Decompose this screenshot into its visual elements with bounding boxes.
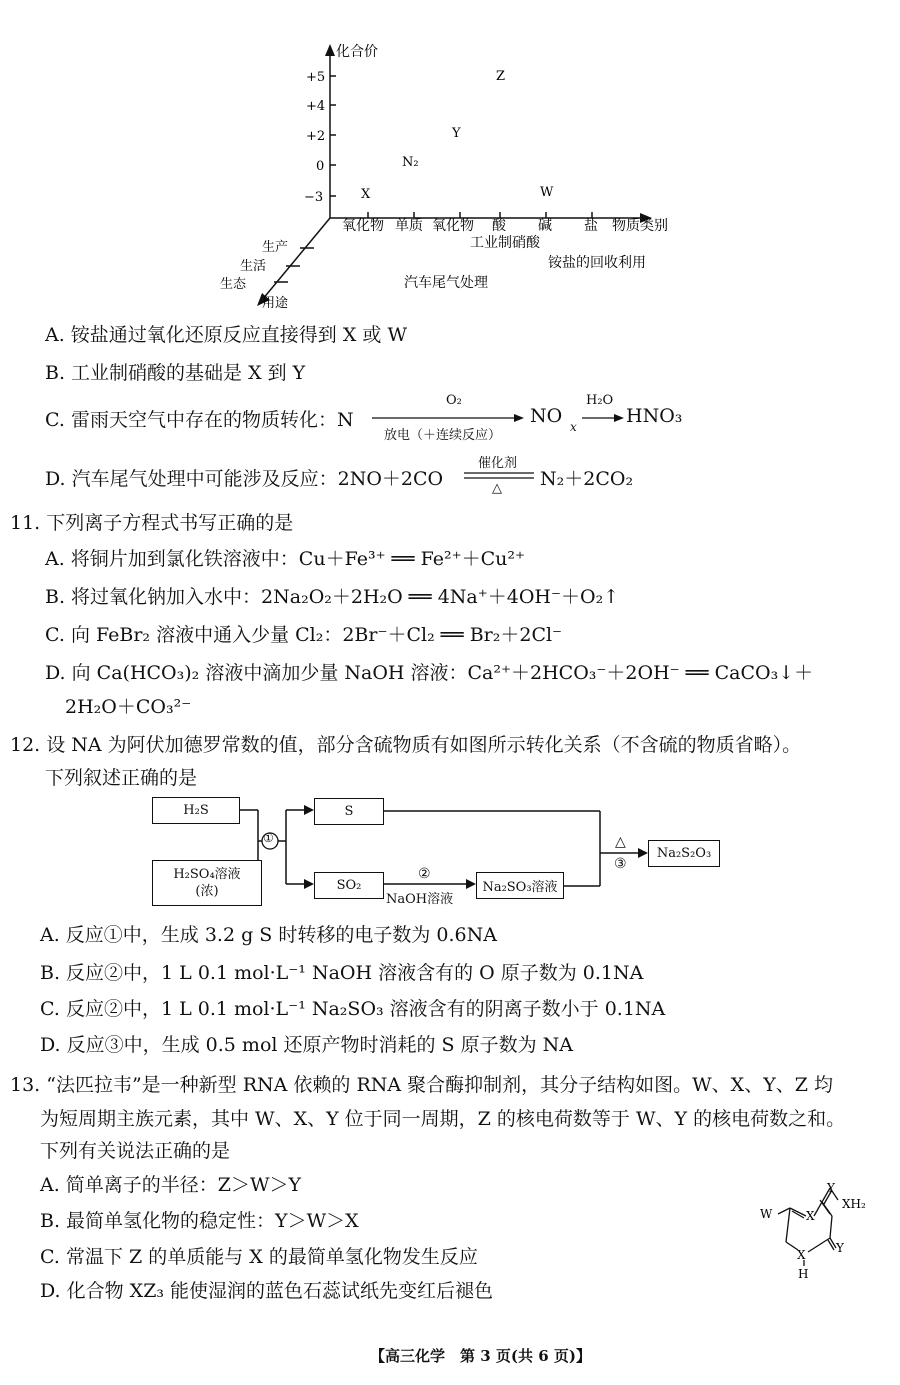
q11-option-c: C. 向 FeBr₂ 溶液中通入少量 Cl₂：2Br⁻＋Cl₂ ══ Br₂＋2Cl⁻ — [45, 624, 563, 646]
reaction-reagent-2: NaOH溶液 — [386, 892, 454, 907]
x-category-label: 酸 — [492, 218, 506, 234]
atom-y-top: Y — [827, 1181, 835, 1195]
q13-option-d: D. 化合物 XZ₃ 能使湿润的蓝色石蕊试纸先变红后褪色 — [40, 1280, 494, 1302]
valence-diagram — [0, 0, 900, 320]
reaction-label-1: ① — [263, 831, 274, 845]
atom-h: H — [798, 1267, 809, 1281]
y-tick-label: +5 — [306, 70, 326, 85]
q11-option-b: B. 将过氧化钠加入水中：2Na₂O₂＋2H₂O ══ 4Na⁺＋4OH⁻＋O₂↑ — [45, 586, 620, 608]
point-label-n2: N₂ — [402, 155, 419, 170]
z-axis-line — [262, 218, 330, 300]
q13-stem-line2: 为短周期主族元素，其中 W、X、Y 位于同一周期，Z 的核电荷数等于 W、Y 的核电荷数之和。 — [40, 1108, 846, 1130]
q10-option-b: B. 工业制硝酸的基础是 X 到 Y — [45, 362, 306, 384]
y-tick-label: +2 — [306, 129, 326, 144]
box-h2so4 — [152, 860, 262, 906]
x-category-label: 单质 — [395, 218, 423, 234]
y-axis-label: 化合价 — [336, 44, 378, 60]
molecule-structure — [752, 1180, 892, 1290]
atom-w: W — [760, 1207, 773, 1221]
q13-option-a: A. 简单离子的半径：Z＞W＞Y — [40, 1174, 302, 1196]
application-label: 汽车尾气处理 — [404, 275, 488, 291]
q11-stem: 11. 下列离子方程式书写正确的是 — [10, 512, 294, 534]
q10-option-c-mid: NO — [530, 405, 563, 427]
reaction-label-2: ② — [418, 866, 431, 882]
box-na2so3: Na₂SO₃溶液 — [476, 872, 564, 899]
reaction-label-3: ③ — [614, 856, 627, 872]
q13-option-c: C. 常温下 Z 的单质能与 X 的最简单氢化物发生反应 — [40, 1246, 478, 1268]
reaction-arrow-top: H₂O — [586, 393, 614, 408]
q11-option-d-line1: D. 向 Ca(HCO₃)₂ 溶液中滴加少量 NaOH 溶液：Ca²⁺＋2HCO₃⁻＋2OH⁻ ══ CaCO₃↓＋ — [45, 662, 814, 684]
box-so2: SO₂ — [314, 872, 384, 899]
z-axis-label: 用途 — [262, 296, 289, 311]
subscript-x: x — [570, 420, 577, 434]
z-tick-label: 生态 — [220, 277, 247, 292]
x-category-label: 氧化物 — [342, 218, 384, 234]
application-label: 铵盐的回收利用 — [548, 255, 646, 271]
point-label-z: Z — [496, 69, 506, 84]
q13-stem-line1: 13. “法匹拉韦”是一种新型 RNA 依赖的 RNA 聚合酶抑制剂，其分子结构如图。W、X、Y、Z 均 — [10, 1074, 833, 1096]
reaction-arrow-bottom: 放电（＋连续反应） — [384, 428, 502, 443]
q10-option-d-end: N₂＋2CO₂ — [540, 468, 634, 490]
box-na2s2o3: Na₂S₂O₃ — [648, 840, 720, 867]
q12-option-a: A. 反应①中，生成 3.2 g S 时转移的电子数为 0.6NA — [40, 924, 497, 946]
box-h2s: H₂S — [152, 797, 240, 824]
box-s: S — [314, 798, 384, 825]
reaction-arrow-top: O₂ — [446, 393, 462, 408]
q12-stem-line1: 12. 设 NA 为阿伏加德罗常数的值，部分含硫物质有如图所示转化关系（不含硫的物质省略）。 — [10, 734, 802, 756]
q12-option-d: D. 反应③中，生成 0.5 mol 还原产物时消耗的 S 原子数为 NA — [40, 1034, 573, 1056]
point-label-y: Y — [452, 126, 461, 141]
q12-option-b: B. 反应②中，1 L 0.1 mol·L⁻¹ NaOH 溶液含有的 O 原子数为 0.1NA — [40, 962, 644, 984]
q10-option-c-prefix: C. 雷雨天空气中存在的物质转化：N — [45, 409, 354, 431]
atom-xh2: XH₂ — [842, 1197, 866, 1211]
q10-option-a: A. 铵盐通过氧化还原反应直接得到 X 或 W — [45, 324, 407, 346]
y-tick-label: +4 — [306, 99, 326, 114]
y-tick-label: 0 — [316, 159, 325, 174]
page-footer: 【高三化学 第 3 页(共 6 页)】 — [370, 1347, 591, 1365]
x-category-label: 氧化物 — [432, 218, 474, 234]
condition-bottom: △ — [492, 481, 502, 496]
point-label-x: X — [361, 187, 371, 202]
reaction-condition-3: △ — [615, 834, 626, 850]
z-tick-label: 生活 — [240, 259, 267, 274]
q11-option-d-line2: 2H₂O＋CO₃²⁻ — [65, 696, 192, 718]
application-label: 工业制硝酸 — [470, 235, 540, 251]
q10-option-d-prefix: D. 汽车尾气处理中可能涉及反应：2NO＋2CO — [45, 468, 444, 490]
q12-option-c: C. 反应②中，1 L 0.1 mol·L⁻¹ Na₂SO₃ 溶液含有的阴离子数小于 0.1NA — [40, 998, 666, 1020]
q13-option-b: B. 最简单氢化物的稳定性：Y＞W＞X — [40, 1210, 359, 1232]
q12-stem-line2: 下列叙述正确的是 — [45, 767, 198, 789]
box-h2so4-line2: (浓) — [195, 884, 219, 899]
q11-option-a: A. 将铜片加到氯化铁溶液中：Cu＋Fe³⁺ ══ Fe²⁺＋Cu²⁺ — [45, 548, 526, 570]
atom-x-bottom: X — [797, 1248, 806, 1262]
x-category-label: 盐 — [584, 218, 598, 234]
point-label-w: W — [540, 185, 554, 200]
y-tick-label: −3 — [304, 190, 324, 205]
atom-x-ring: X — [806, 1209, 815, 1223]
q10-option-c-end: HNO₃ — [626, 405, 683, 427]
condition-top: 催化剂 — [478, 456, 518, 471]
box-h2so4-line1: H₂SO₄溶液 — [173, 867, 241, 882]
z-tick-label: 生产 — [262, 240, 289, 255]
x-category-label: 碱 — [538, 218, 552, 234]
x-axis-label: 物质类别 — [612, 218, 668, 234]
atom-y-side: Y — [836, 1241, 844, 1255]
q13-stem-line3: 下列有关说法正确的是 — [40, 1140, 231, 1162]
